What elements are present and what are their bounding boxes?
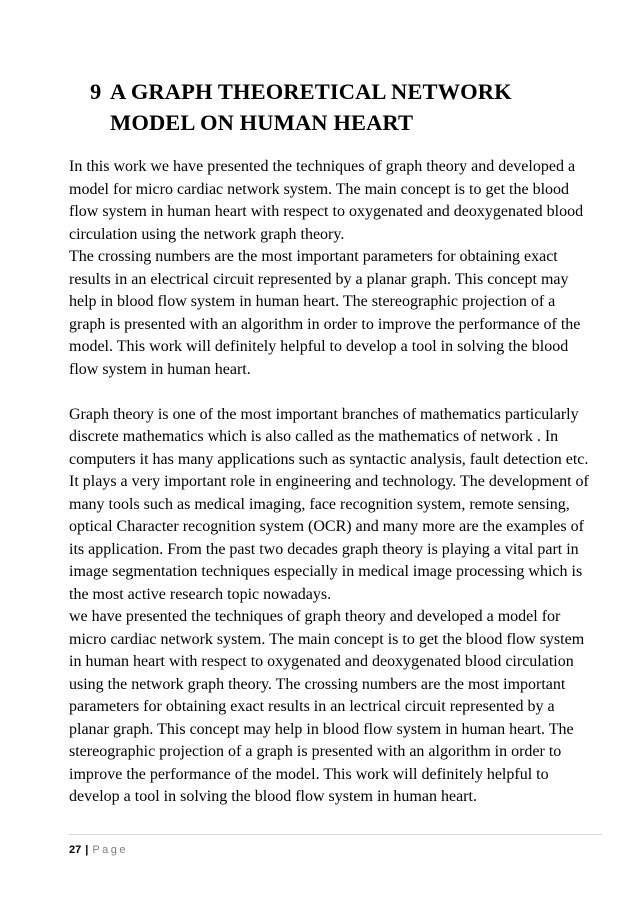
paragraph-gap — [69, 381, 609, 404]
paragraph-summary: we have presented the techniques of graph theory and developed a model for micro cardiac network system. The main concept is to get the blood flow system in human heart with respect to oxygenated and deoxygenated blood circulation using the network graph theory. The crossing numbers are the most important parameters for obtaining exact results in an lectrical circuit represented by a planar graph. This concept may help in blood flow system in human heart. The stereographic projection of a graph is presented with an algorithm in order to improve the performance of the model. This work will definitely helpful to develop a tool in solving the blood flow system in human heart. — [69, 608, 585, 805]
footer-divider — [69, 834, 602, 835]
section-heading — [90, 76, 560, 138]
page-footer — [69, 844, 128, 856]
section-number: 9 — [90, 79, 102, 104]
paragraph-intro: In this work we have presented the techniques of graph theory and developed a model for micro cardiac network system. The main concept is to get the blood flow system in human heart with respect to oxygenated and deoxygenated blood circulation using the network graph theory. — [69, 158, 584, 243]
page-number: 27 — [69, 844, 82, 856]
body-text — [69, 156, 609, 809]
paragraph-graph-theory: Graph theory is one of the most important branches of mathematics particularly discrete mathematics which is also called as the mathematics of network . In computers it has many applications such as syntactic analysis, fault detection etc. It plays a very important role in engineering and technology. The development of many tools such as medical imaging, face recognition system, remote sensing, optical Character recognition system (OCR) and many more are the examples of its application. From the past two decades graph theory is playing a vital part in image segmentation techniques especially in medical image processing which is the most active research topic nowadays. — [69, 405, 589, 603]
page-label: Page — [92, 844, 129, 856]
heading-line-2: MODEL ON HUMAN HEART — [110, 110, 414, 135]
paragraph-crossing-numbers: The crossing numbers are the most important parameters for obtaining exact results in an electrical circuit represented by a planar graph. This concept may help in blood flow system in human heart. The stereographic projection of a graph is presented with an algorithm in order to improve the performance of the model. This work will definitely helpful to develop a tool in solving the blood flow system in human heart. — [69, 248, 581, 378]
heading-line-1: A GRAPH THEORETICAL NETWORK — [110, 79, 512, 104]
footer-separator: | — [85, 844, 89, 856]
